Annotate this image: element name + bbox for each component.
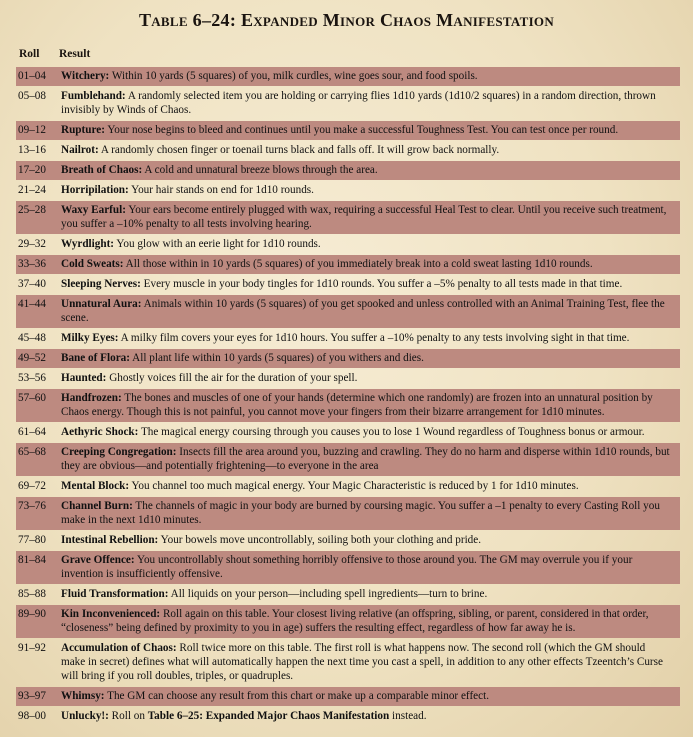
result-cell <box>61 641 680 683</box>
result-text: Roll on <box>108 710 148 722</box>
roll-cell: 05–08 <box>18 90 46 102</box>
result-name: Unlucky!: <box>61 710 109 722</box>
result-cell <box>61 499 680 527</box>
roll-cell: 41–44 <box>18 298 46 310</box>
result-cell <box>61 479 680 493</box>
result-text: The channels of magic in your body are burned by coursing magic. You suffer a –1 penalty to every Casting Roll you make in the next 1d10 minutes. <box>61 500 660 526</box>
table-row <box>16 585 680 604</box>
result-text: All those within in 10 yards (5 squares) of you immediately break into a cold sweat lasting 1d10 rounds. <box>123 258 593 270</box>
roll-cell: 91–92 <box>18 642 46 654</box>
result-cell <box>61 553 680 581</box>
roll-cell: 73–76 <box>18 500 46 512</box>
table-row <box>16 329 680 348</box>
result-cell <box>61 607 680 635</box>
table-row <box>16 67 680 86</box>
roll-cell: 09–12 <box>18 124 46 136</box>
table-row <box>16 497 680 530</box>
result-text: Every muscle in your body tingles for 1d10 rounds. You suffer a –5% penalty to all tests made in that time. <box>140 278 623 290</box>
table-row <box>16 141 680 160</box>
table-row <box>16 707 680 726</box>
roll-cell: 53–56 <box>18 372 46 384</box>
roll-cell: 45–48 <box>18 332 46 344</box>
roll-cell: 85–88 <box>18 588 46 600</box>
table-row <box>16 423 680 442</box>
result-text: Roll twice more on this table. The first roll is what happens now. The second roll (which the GM should make in secret) defines what will automatically happen the next time you cast a spell, in addition to any other effects Tzeentch’s Curse will bring if you roll doubles, triples, or quadruples. <box>61 642 663 682</box>
result-cell <box>61 277 680 291</box>
result-name: Aethyric Shock: <box>61 426 139 438</box>
result-text: A randomly selected item you are holding or carrying flies 1d10 yards (1d10/2 squares) in a random direction, thrown invisibly by Winds of Chaos. <box>61 90 656 116</box>
result-name: Unnatural Aura: <box>61 298 142 310</box>
result-name: Bane of Flora: <box>61 352 130 364</box>
result-cell <box>61 689 680 703</box>
result-text: The bones and muscles of one of your hands (determine which one randomly) are frozen into an unnatural position by Chaos energy. Though this is not painful, you cannot move your fingers from their bizarre arrangement for 1d10 minutes. <box>61 392 653 418</box>
result-text: Animals within 10 yards (5 squares) of you get spooked and unless controlled with an Animal Training Test, flee the scene. <box>61 298 665 324</box>
result-name: Haunted: <box>61 372 107 384</box>
result-text: You glow with an eerie light for 1d10 rounds. <box>114 238 321 250</box>
table-title: Table 6–24: Expanded Minor Chaos Manifestation <box>138 10 555 30</box>
table-row <box>16 181 680 200</box>
result-text-end: instead. <box>389 710 427 722</box>
result-text: A cold and unnatural breeze blows through the area. <box>142 164 378 176</box>
result-text: You uncontrollably shout something horribly offensive to those around you. The GM may overrule you if your invention is insufficiently offensive. <box>61 554 633 580</box>
roll-cell: 93–97 <box>18 690 46 702</box>
table-row <box>16 369 680 388</box>
result-name: Horripilation: <box>61 184 129 196</box>
result-name: Witchery: <box>61 70 110 82</box>
result-name: Rupture: <box>61 124 105 136</box>
result-name: Waxy Earful: <box>61 204 126 216</box>
result-cell <box>61 183 680 197</box>
table-row <box>16 121 680 140</box>
table-row <box>16 531 680 550</box>
result-name: Milky Eyes: <box>61 332 119 344</box>
roll-cell: 37–40 <box>18 278 46 290</box>
roll-cell: 81–84 <box>18 554 46 566</box>
result-text: Roll again on this table. Your closest living relative (an offspring, sibling, or parent, considered in that order, “closeness” being defined by proximity to you in age) suffers the resulting effect, regardless of how far away he is. <box>61 608 649 634</box>
result-name: Intestinal Rebellion: <box>61 534 159 546</box>
table-row <box>16 87 680 120</box>
result-cell <box>61 69 680 83</box>
result-cell <box>61 237 680 251</box>
result-text: Your bowels move uncontrollably, soiling both your clothing and pride. <box>158 534 482 546</box>
result-cell <box>61 331 680 345</box>
result-cell <box>61 587 680 601</box>
result-name: Fluid Transformation: <box>61 588 169 600</box>
table-row <box>16 275 680 294</box>
table-row <box>16 443 680 476</box>
result-name: Handfrozen: <box>61 392 122 404</box>
result-cell <box>61 445 680 473</box>
roll-cell: 49–52 <box>18 352 46 364</box>
result-name: Channel Burn: <box>61 500 133 512</box>
result-column-header: Result <box>59 48 91 60</box>
result-name: Grave Offence: <box>61 554 135 566</box>
roll-cell: 98–00 <box>18 710 46 722</box>
roll-cell: 89–90 <box>18 608 46 620</box>
result-name: Accumulation of Chaos: <box>61 642 177 654</box>
result-name: Whimsy: <box>61 690 105 702</box>
result-cell <box>61 163 680 177</box>
roll-cell: 13–16 <box>18 144 46 156</box>
result-cell <box>61 709 680 723</box>
table-row <box>16 477 680 496</box>
result-name: Breath of Chaos: <box>61 164 143 176</box>
roll-cell: 65–68 <box>18 446 46 458</box>
result-name: Wyrdlight: <box>61 238 115 250</box>
result-cell <box>61 425 680 439</box>
roll-cell: 33–36 <box>18 258 46 270</box>
table-row <box>16 235 680 254</box>
result-name: Mental Block: <box>61 480 130 492</box>
result-text: The magical energy coursing through you causes you to lose 1 Wound regardless of Toughness bonus or armour. <box>138 426 645 438</box>
table-row <box>16 639 680 686</box>
table-reference: Table 6–25: Expanded Major Chaos Manifestation <box>147 710 390 722</box>
result-text: You channel too much magical energy. Your Magic Characteristic is reduced by 1 for 1d10 minutes. <box>129 480 579 492</box>
table-row <box>16 201 680 234</box>
result-text: All liquids on your person—including spell ingredients—turn to brine. <box>168 588 488 600</box>
result-text: Ghostly voices fill the air for the duration of your spell. <box>106 372 358 384</box>
roll-cell: 69–72 <box>18 480 46 492</box>
table-body <box>16 67 680 727</box>
result-cell <box>61 143 680 157</box>
result-text: All plant life within 10 yards (5 squares) of you withers and dies. <box>129 352 424 364</box>
result-cell <box>61 533 680 547</box>
roll-cell: 57–60 <box>18 392 46 404</box>
roll-cell: 21–24 <box>18 184 46 196</box>
roll-cell: 29–32 <box>18 238 46 250</box>
result-name: Fumblehand: <box>61 90 126 102</box>
result-text: Insects fill the area around you, buzzing and crawling. They do no harm and disperse within 1d10 rounds, but they are obvious—and potentially frightening—to everyone in the area <box>61 446 670 472</box>
roll-cell: 01–04 <box>18 70 46 82</box>
result-cell <box>61 203 680 231</box>
roll-cell: 77–80 <box>18 534 46 546</box>
table-row <box>16 687 680 706</box>
roll-cell: 17–20 <box>18 164 46 176</box>
roll-column-header: Roll <box>19 48 40 60</box>
table-row <box>16 389 680 422</box>
result-text: Your hair stands on end for 1d10 rounds. <box>128 184 314 196</box>
result-cell <box>61 123 680 137</box>
result-cell <box>61 257 680 271</box>
result-text: A randomly chosen finger or toenail turns black and falls off. It will grow back normally. <box>98 144 500 156</box>
table-row <box>16 551 680 584</box>
roll-cell: 61–64 <box>18 426 46 438</box>
result-text: The GM can choose any result from this chart or make up a comparable minor effect. <box>104 690 490 702</box>
result-text: Your ears become entirely plugged with wax, requiring a successful Heal Test to clear. Until you receive such treatment, you suffer a –10% penalty to all tests involving hearing. <box>61 204 667 230</box>
table-row <box>16 255 680 274</box>
result-name: Cold Sweats: <box>61 258 124 270</box>
result-name: Kin Inconvenienced: <box>61 608 161 620</box>
result-text: Within 10 yards (5 squares) of you, milk curdles, wine goes sour, and food spoils. <box>109 70 478 82</box>
result-name: Nailrot: <box>61 144 99 156</box>
result-text: Your nose begins to bleed and continues until you make a successful Toughness Test. You can test once per round. <box>104 124 619 136</box>
table-row <box>16 349 680 368</box>
result-name: Creeping Congregation: <box>61 446 177 458</box>
result-cell <box>61 351 680 365</box>
result-cell <box>61 89 680 117</box>
table-row <box>16 295 680 328</box>
result-text: A milky film covers your eyes for 1d10 hours. You suffer a –10% penalty to any tests involving sight in that time. <box>118 332 630 344</box>
table-row <box>16 161 680 180</box>
result-cell <box>61 391 680 419</box>
result-name: Sleeping Nerves: <box>61 278 141 290</box>
result-cell <box>61 297 680 325</box>
roll-cell: 25–28 <box>18 204 46 216</box>
result-cell <box>61 371 680 385</box>
table-row <box>16 605 680 638</box>
